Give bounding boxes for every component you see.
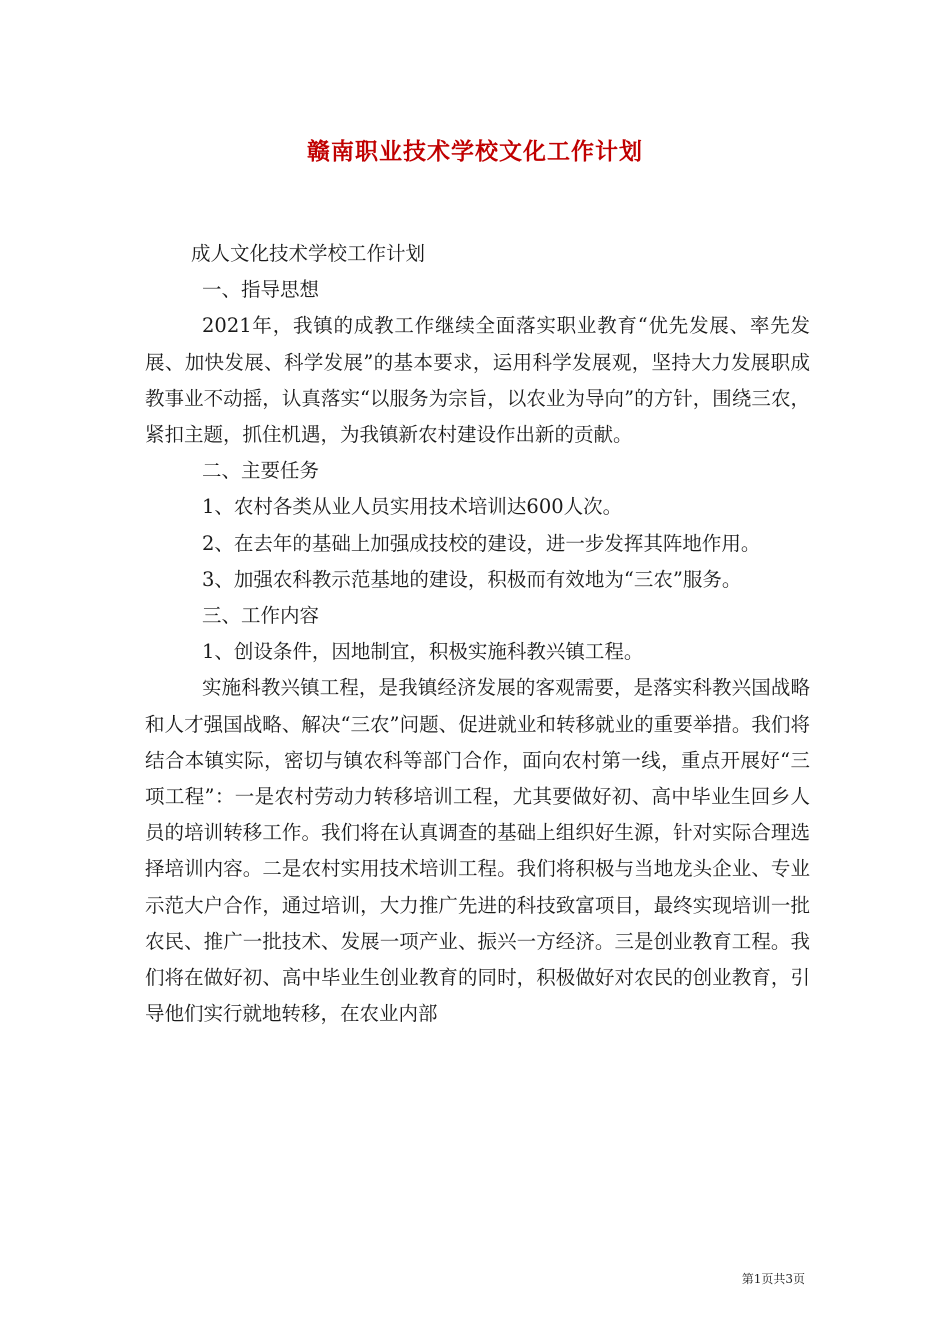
paragraph-guiding-ideology: 2021年，我镇的成教工作继续全面落实职业教育“优先发展、率先发展、加快发展、科学发展”的基本要求，运用科学发展观，坚持大力发展职成教事业不动摇，认真落实“以服务为宗旨，以农业为导向”的方针，围绕三农，紧扣主题，抓住机遇，为我镇新农村建设作出新的贡献。 [145,314,810,447]
document-body [145,236,810,1032]
section-heading-main-tasks: 二、主要任务 [202,459,320,483]
work-item-1: 1、创设条件，因地制宜，积极实施科教兴镇工程。 [202,640,644,664]
page-number: 第1页共3页 [741,1272,805,1286]
section-heading-work-content: 三、工作内容 [202,604,320,628]
page-title: 赣南职业技术学校文化工作计划 [307,138,643,165]
section-heading-guiding-ideology: 一、指导思想 [202,278,320,302]
document-subtitle: 成人文化技术学校工作计划 [191,242,426,265]
paragraph-work-content: 实施科教兴镇工程，是我镇经济发展的客观需要，是落实科教兴国战略和人才强国战略、解决“三农”问题、促进就业和转移就业的重要举措。我们将结合本镇实际，密切与镇农科等部门合作，面向农村第一线，重点开展好“三项工程”：一是农村劳动力转移培训工程，尤其要做好初、高中毕业生回乡人员的培训转移工作。我们将在认真调查的基础上组织好生源，针对实际合理选择培训内容。二是农村实用技术培训工程。我们将积极与当地龙头企业、专业示范大户合作，通过培训，大力推广先进的科技致富项目，最终实现培训一批农民、推广一批技术、发展一项产业、振兴一方经济。三是创业教育工程。我们将在做好初、高中毕业生创业教育的同时，积极做好对农民的创业教育，引导他们实行就地转移，在农业内部 [145,676,810,1026]
task-item-1: 1、农村各类从业人员实用技术培训达600人次。 [202,495,623,519]
task-item-3: 3、加强农科教示范基地的建设，积极而有效地为“三农”服务。 [202,567,742,591]
task-item-2: 2、在去年的基础上加强成技校的建设，进一步发挥其阵地作用。 [202,531,761,555]
